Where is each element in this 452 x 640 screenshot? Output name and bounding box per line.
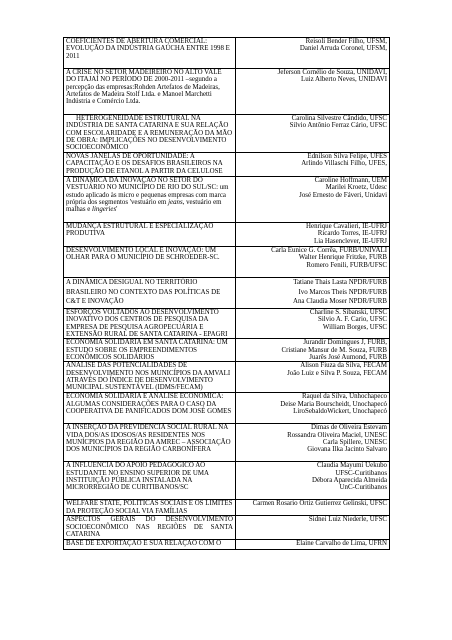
- author: Arlindo Villaschi Filho, UFES,: [301, 160, 387, 168]
- author: Silvio A. F. Cario, UFSC: [318, 316, 387, 324]
- author: Henrique Cavalieri, IE-UFRJ: [306, 223, 387, 230]
- program-sheet: [63, 37, 389, 550]
- table-row: [64, 516, 390, 540]
- author: Carmen Rosario Ortiz Gutierrez Gelinski, UFSC: [252, 500, 387, 508]
- table-row: [64, 393, 390, 424]
- author: LiroSebaldoWickert, Unochapecó: [293, 408, 387, 416]
- paper-title-cell: [64, 540, 236, 550]
- paper-title: ECONOMIA SOLIDÁRIA E ANÁLISE ECONÔMICA: ALGUMAS CONSIDERAÇÕES PARA O CASO DA COOPERATIVA DE PANIFICADOS DOM JOSÉ GOMES: [66, 393, 232, 416]
- table-row: [64, 153, 390, 177]
- paper-title-cell: [64, 516, 236, 540]
- table-row: [64, 177, 390, 223]
- paper-title: A DINÂMICA DESIGUAL NO TERRITÓRIO BRASILEIRO NO CONTEXTO DAS POLÍTICAS DE C&T E INOVAÇÃO: [66, 279, 221, 305]
- author: Rossandra Oliveira Maciel, UNESC: [287, 431, 387, 439]
- paper-subtitle: –segundo a percepção das empresas:Rohden Artefatos de Madeiras, Artefatos de Madeira Stolf Ltda. e Manoel Marchetti Indústria e Comércio Ltda.: [66, 76, 220, 106]
- author: Tatiane Thais Lasta NPDR/FURB: [293, 279, 387, 286]
- author: UnC-Curitibanos: [339, 484, 387, 492]
- author: Marilei Kroetz, Udesc: [325, 184, 387, 192]
- authors-cell: [236, 247, 390, 278]
- author: UFSC-Curitibanos: [335, 469, 387, 477]
- author: Daniel Arruda Coronel, UFSM,: [299, 45, 387, 53]
- table-row: [64, 38, 390, 69]
- author: Ana Claudia Moser NPDR/FURB: [293, 298, 387, 305]
- authors-cell: [236, 115, 390, 153]
- author: Walter Henrique Fritzke, FURB: [298, 254, 387, 262]
- author: Jeferson Cornélio de Souza, UNIDAVI,: [277, 69, 387, 76]
- author: Sidnei Luiz Niederle, UFSC: [308, 516, 387, 524]
- paper-title-cell: [64, 362, 236, 393]
- author: Alison Fiuza da Silva, FECAM: [300, 362, 387, 370]
- author: Charline S. Sibanski, UFSC: [309, 309, 387, 316]
- author: Jurandir Domingues J, FURB,: [303, 339, 387, 347]
- paper-title-cell: [64, 424, 236, 462]
- paper-subtitle-continuation: , vestuário em malhas e: [66, 199, 222, 214]
- table-row: [64, 115, 390, 153]
- author: Carla Spillere, UNESC: [322, 439, 387, 447]
- author: João Luiz e Silva P. Souza, FECAM: [287, 369, 387, 377]
- paper-title: A DINÂMICA DA INOVAÇÃO NO SETOR DO VESTUÁRIO NO MUNICÍPIO DE RIO DO SUL/SC:: [66, 177, 218, 192]
- paper-title: BASE DE EXPORTAÇÃO E SUA RELAÇÃO COM O: [66, 540, 222, 548]
- table-row: [64, 424, 390, 462]
- authors-cell: [236, 462, 390, 500]
- paper-title-cell: [64, 153, 236, 177]
- author: Ricardo Torres, IE-UFRJ: [317, 230, 387, 238]
- authors-cell: [236, 540, 390, 550]
- paper-title-cell: [64, 177, 236, 223]
- authors-cell: [236, 38, 390, 69]
- author: Juarês José Aumond, FURB: [309, 354, 387, 362]
- authors-cell: [236, 153, 390, 177]
- paper-title: ASPECTOS GERAIS DO DESENVOLVIMENTO SOCIOECONÔMICO NAS REGIÕES DE SANTA CATARINA: [66, 516, 233, 539]
- author: Carolina Silvestre Cândido, UFSC: [291, 115, 387, 122]
- authors-cell: [236, 393, 390, 424]
- table-row: [64, 69, 390, 115]
- authors-cell: [236, 278, 390, 309]
- author: Dimas de Oliveira Estevam: [311, 424, 387, 432]
- paper-title: WELFARE STATE, POLÍTICAS SOCIAIS E OS LIMITES DA PROTEÇÃO SOCIAL VIA FAMÍLIAS: [66, 500, 233, 515]
- paper-title-cell: [64, 69, 236, 115]
- papers-table: [63, 37, 390, 550]
- author: José Ernesto de Fáveri, Unidavi: [299, 191, 387, 199]
- paper-title-cell: [64, 247, 236, 278]
- table-row: [64, 223, 390, 247]
- table-row: [64, 462, 390, 500]
- author: William Borges, UFSC: [322, 323, 387, 331]
- paper-title-cell: [64, 38, 236, 69]
- author: Caroline Hoffmann, UEM: [314, 177, 387, 184]
- authors-cell: [236, 69, 390, 115]
- author: Deise Maria Bourscheidt, Unochapecó: [280, 400, 387, 408]
- authors-cell: [236, 500, 390, 516]
- authors-cell: [236, 362, 390, 393]
- author: Ivo Marcos Theis NPDR/FURB: [298, 288, 387, 296]
- paper-subtitle-end: ': [116, 206, 118, 214]
- paper-title-cell: [64, 462, 236, 500]
- table-row: [64, 362, 390, 393]
- paper-subtitle-emphasis: jeans: [168, 199, 183, 207]
- paper-title: MUDANÇA ESTRUTURAL E ESPECIALIZAÇÃO PRODUTIVA: [66, 223, 214, 238]
- authors-cell: [236, 223, 390, 247]
- paper-title-cell: [64, 500, 236, 516]
- author: Romero Fenili, FURB/UFSC: [306, 261, 387, 269]
- author: Ednilson Silva Felipe, UFES: [307, 153, 387, 160]
- authors-cell: [236, 177, 390, 223]
- table-row: [64, 500, 390, 516]
- table-row: [64, 540, 390, 550]
- paper-title: A INSERÇÃO DA PREVIDÊNCIA SOCIAL RURAL NA VIDA DOS/AS IDOSOS/AS RESIDENTES NOS MUNÍCPIOS DA REGIÃO DA AMREC – ASSOCIAÇÃO DOS MUNICÍPIOS DA REGIÃO CARBONÍFERA: [66, 424, 231, 454]
- author: Débora Aparecida Almeida: [312, 477, 387, 485]
- authors-cell: [236, 516, 390, 540]
- author: Luiz Alberto Neves, UNIDAVI: [301, 76, 387, 84]
- author: Silvio Antônio Ferraz Cário, UFSC: [289, 122, 387, 130]
- author: Lia Hasenclever, IE-UFRJ: [313, 237, 387, 245]
- paper-title-cell: [64, 393, 236, 424]
- table-row: [64, 247, 390, 278]
- paper-title: A INFLUÊNCIA DO APOIO PEDAGÓGICO AO ESTUDANTE NO ENSINO SUPERIOR DE UMA INSTITUIÇÃO PÚBLICA INSTALADA NA MICRORREGIÃO DE CURITIBANOS/SC: [66, 462, 209, 492]
- author: Cristiane Mansur de M. Souza, FURB: [281, 346, 387, 354]
- table-row: [64, 309, 390, 339]
- paper-subtitle: um estudo aplicado às micro e pequenas empresas com marca própria dos segmentos 'vestuário em: [66, 184, 229, 207]
- author: Carla Eunice G. Corrêa, FURB/UNIVALI: [271, 247, 387, 254]
- author: Raquel da Silva, Unhochapeco: [302, 393, 387, 401]
- paper-title-cell: [64, 115, 236, 153]
- paper-title-cell: [64, 339, 236, 362]
- authors-cell: [236, 339, 390, 362]
- author: Claudia Mayumi Uekubo: [316, 462, 387, 470]
- paper-title: COEFICIENTES DE ABERTURA COMERCIAL: EVOLUÇÃO DA INDÚSTRIA GAÚCHA ENTRE 1998 E 2011: [66, 38, 230, 60]
- author: Reisoli Bender Filho, UFSM,: [305, 38, 387, 45]
- paper-title: A CRISE NO SETOR MADEIREIRO NO ALTO VALE DO ITAJAÍ NO PERÍODO DE 2000-2011: [66, 69, 222, 84]
- paper-title: NOVAS JANELAS DE OPORTUNIDADE: A CAPACITAÇÃO E OS DESAFIOS BRASILEIROS NA PRODUÇÃO DE ETANOL A PARTIR DA CELULOSE: [66, 153, 223, 175]
- table-row: [64, 339, 390, 362]
- authors-cell: [236, 309, 390, 339]
- authors-cell: [236, 424, 390, 462]
- paper-subtitle-emphasis: lingeries: [92, 206, 117, 214]
- paper-title: HETEROGENEIDADE ESTRUTURAL NA INDÚSTRIA DE SANTA CATARINA E SUA RELAÇÃO COM ESCOLARIDADE E A REMUNERAÇÃO DA MÃO DE OBRA: IMPLICAÇÕES NO DESENVOLVIMENTO SOCIOECONÔMICO: [66, 115, 233, 152]
- paper-title: ECONOMIA SOLIDÁRIA EM SANTA CATARINA: UM ESTUDO SOBRE OS EMPREENDIMENTOS ECONÔMICOS SOLIDÁRIOS: [66, 339, 228, 362]
- author: Giovana Ilka Jacinto Salvaro: [307, 446, 387, 454]
- paper-title-cell: [64, 223, 236, 247]
- paper-title-cell: [64, 278, 236, 309]
- paper-title-cell: [64, 309, 236, 339]
- paper-title: ANÁLISE DAS POTENCIALIDADES DE DESENVOLVIMENTO NOS MUNICÍPIOS DA AMVALI ATRAVÉS DO ÍNDICE DE DESENVOLVIMENTO MUNICIPAL SUSTENTÁVEL (IDMS/FECAM): [66, 362, 231, 392]
- paper-title: DESENVOLVIMENTO LOCAL E INOVAÇÃO: UM OLHAR PARA O MUNICÍPIO DE SCHROEDER-SC.: [66, 247, 220, 262]
- table-row: [64, 278, 390, 309]
- author: Elaine Carvalho de Lima, UFRN: [296, 540, 387, 548]
- paper-title: ESFORÇOS VOLTADOS AO DESENVOLVIMENTO INOVATIVO DOS CENTROS DE PESQUISA DA EMPRESA DE PESQUISA AGROPECUÁRIA E EXTENSÃO RURAL DE SANTA CATARINA - EPAGRI: [66, 309, 228, 339]
